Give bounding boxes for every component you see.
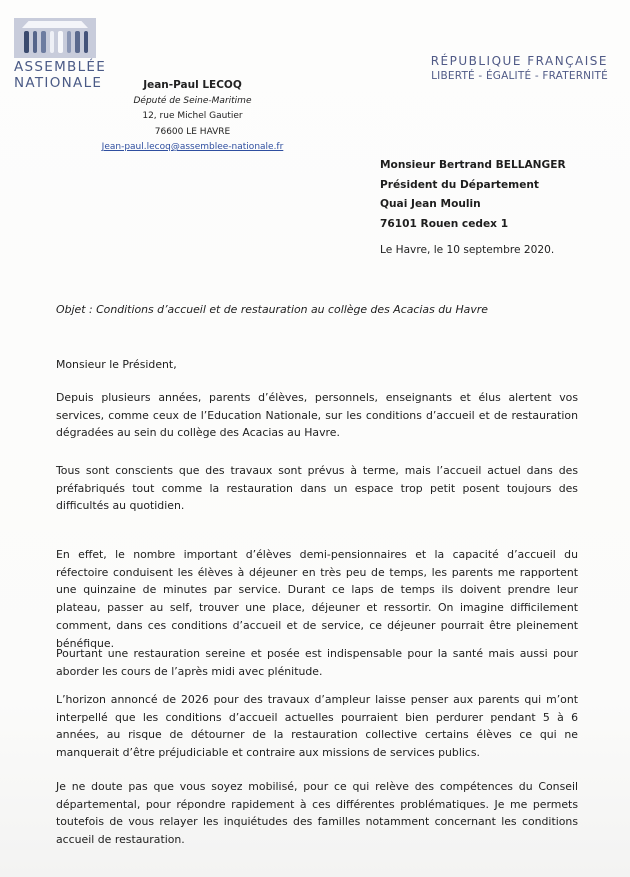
body-paragraph: Depuis plusieurs années, parents d’élèves, personnels, enseignants et élus alertent vos services, comme ceux de l’Education Nationale, sur les conditions d’accueil et de restauration dégradées au sein du collège des Acacias au Havre. [56,391,578,440]
body-paragraph: Tous sont conscients que des travaux sont prévus à terme, mais l’accueil actuel dans des préfabriqués tout comme la restauration dans un espace trop petit posent toujours des difficultés au quotidien. [56,464,578,513]
republique-francaise-header [431,54,608,83]
body-paragraph: Pourtant une restauration sereine et posée est indispensable pour la santé mais aussi pour aborder les cours de l’après midi avec plénitude. [56,647,578,678]
logo-text-line2: NATIONALE [14,75,103,91]
letter-subject: Objet : Conditions d’accueil et de restauration au collège des Acacias du Havre [56,303,488,316]
republic-name: RÉPUBLIQUE FRANÇAISE [430,54,608,68]
recipient-title: Président du Département [380,178,539,191]
sender-street: 12, rue Michel Gautier [142,111,243,121]
recipient-address [380,156,566,234]
republic-motto: LIBERTÉ - ÉGALITÉ - FRATERNITÉ [431,70,608,82]
sender-name: Jean-Paul LECOQ [143,79,242,91]
sender-block [80,78,305,156]
salutation: Monsieur le Président, [56,358,177,371]
sender-role: Député de Seine-Maritime [133,95,252,106]
body-paragraph: En effet, le nombre important d’élèves demi-pensionnaires et la capacité d’accueil du réfectoire conduisent les élèves à déjeuner en très peu de temps, les parents me rapportent une quinzaine de minutes par service. Durant ce laps de temps ils doivent prendre leur plateau, passer au self, trouver une place, déjeuner et ressortir. On imagine difficilement comment, dans ces conditions d’accueil et de service, ce déjeuner pourrait être pleinement bénéfique. [56,548,578,650]
logo-text-line1: ASSEMBLÉE [14,59,107,75]
body-paragraph: Je ne doute pas que vous soyez mobilisé, pour ce qui relève des compétences du Conseil départemental, pour répondre rapidement à ces différentes problématiques. Je me permets toutefois de vous relayer les inquiétudes des familles notamment concernant les conditions accueil de restauration. [56,780,578,847]
sender-city: 76600 LE HAVRE [154,126,231,137]
recipient-street: Quai Jean Moulin [380,198,481,210]
body-paragraph: L’horizon annoncé de 2026 pour des travaux d’ampleur laisse penser aux parents qui m’ont interpellé que les conditions d’accueil actuelles pourraient bien perdurer pendant 5 à 6 années, au risque de détourner de la restauration collective certains élèves ce qui ne manquerait d’être préjudiciable et contraire aux missions de services publics. [56,693,578,760]
recipient-city: 76101 Rouen cedex 1 [380,217,509,230]
letter-date: Le Havre, le 10 septembre 2020. [380,244,555,256]
parliament-building-icon [14,18,96,58]
recipient-name: Monsieur Bertrand BELLANGER [380,159,566,171]
sender-email-link[interactable]: Jean-paul.lecoq@assemblee-nationale.fr [101,142,284,152]
